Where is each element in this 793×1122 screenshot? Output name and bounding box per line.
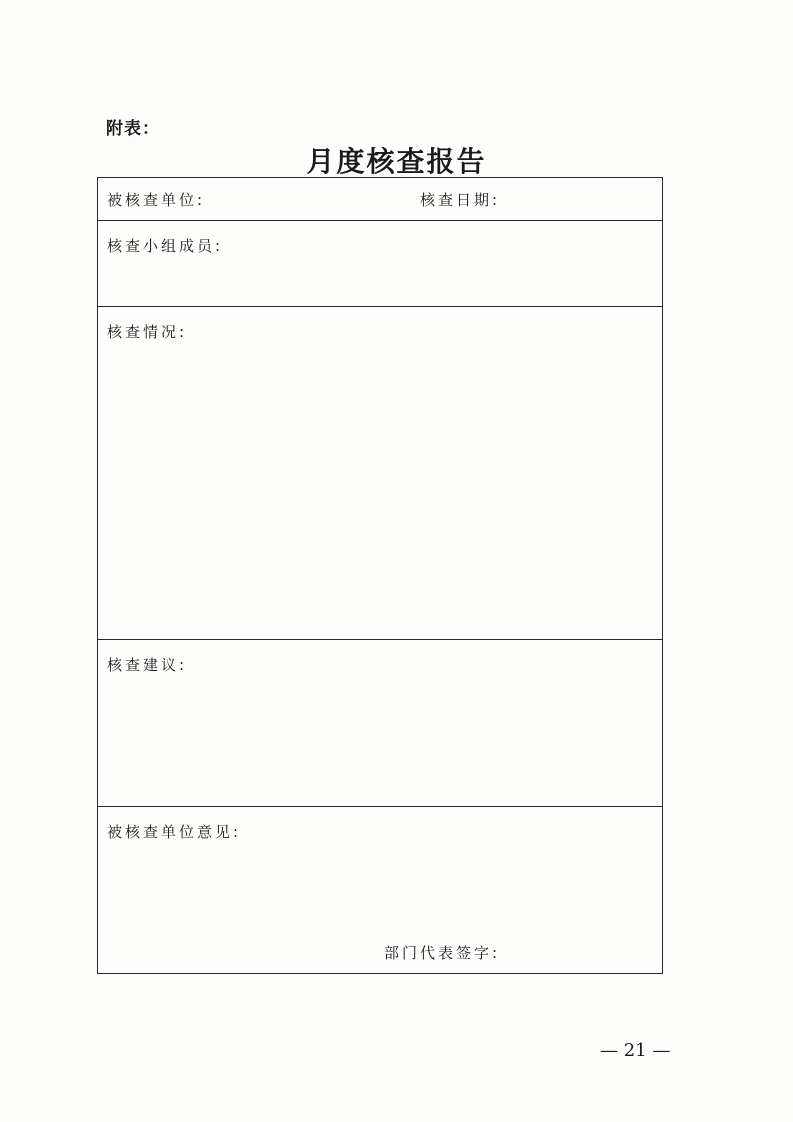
- situation-label: 核查情况:: [107, 323, 188, 341]
- page-title: 月度核查报告: [306, 145, 487, 178]
- form-row-unit-date: [98, 178, 662, 221]
- form-row-situation: [98, 307, 662, 640]
- suggestions-label: 核查建议:: [107, 656, 188, 674]
- inspection-report-form: [97, 177, 663, 974]
- team-members-label: 核查小组成员:: [107, 237, 224, 255]
- representative-signature-label: 部门代表签字:: [384, 944, 501, 962]
- form-row-unit-opinion: [98, 807, 662, 975]
- page-number: — 21 —: [600, 1040, 671, 1061]
- unit-opinion-label: 被核查单位意见:: [107, 823, 242, 841]
- inspection-date-label: 核查日期:: [420, 191, 501, 209]
- form-row-team-members: [98, 221, 662, 307]
- form-row-suggestions: [98, 640, 662, 807]
- inspected-unit-label: 被核查单位:: [107, 191, 206, 209]
- attachment-label: 附表：: [106, 119, 160, 139]
